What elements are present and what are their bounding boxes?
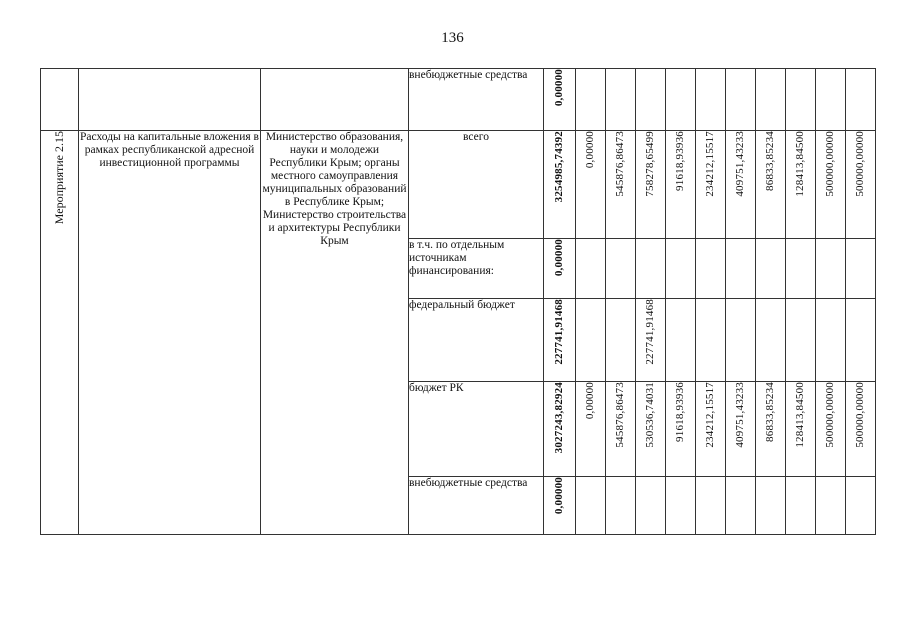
amount-value: 500000,00000 [854,382,866,448]
source-cell: бюджет РК [409,382,544,477]
value-cell [576,69,606,131]
amount-value: 0,00000 [584,382,596,420]
executor-cell-empty [261,69,409,131]
value-cell [846,239,876,299]
value-cell [606,299,636,382]
amount-value: 409751,43233 [734,131,746,197]
page-number: 136 [441,30,464,46]
value-cell [786,382,816,477]
amount-value: 86833,85234 [764,382,776,442]
amount-value: 530536,74031 [644,382,656,448]
amount-value: 234212,15517 [704,131,716,197]
amount-value: 545876,86473 [614,382,626,448]
source-cell: всего [409,131,544,239]
value-cell [786,477,816,535]
value-cell [696,239,726,299]
value-cell [696,299,726,382]
name-cell-empty [79,69,261,131]
value-cell [846,299,876,382]
value-cell [666,131,696,239]
total-cell [544,382,576,477]
amount-value: 545876,86473 [614,131,626,197]
value-cell [726,299,756,382]
value-cell [636,382,666,477]
amount-value: 500000,00000 [854,131,866,197]
value-cell [636,477,666,535]
amount-value: 409751,43233 [734,382,746,448]
value-cell [666,382,696,477]
amount-value: 500000,00000 [824,131,836,197]
budget-table [40,68,876,535]
value-cell [666,299,696,382]
value-cell [696,477,726,535]
amount-value: 500000,00000 [824,382,836,448]
value-cell [636,299,666,382]
amount-value: 128413,84500 [794,131,806,197]
total-value: 0,00000 [553,239,565,277]
amount-value: 128413,84500 [794,382,806,448]
total-cell [544,69,576,131]
value-cell [756,477,786,535]
value-cell [696,382,726,477]
value-cell [726,239,756,299]
value-cell [756,382,786,477]
value-cell [576,239,606,299]
value-cell [576,477,606,535]
value-cell [786,69,816,131]
value-cell [606,131,636,239]
amount-value: 227741,91468 [644,299,656,365]
value-cell [576,131,606,239]
table-row [41,69,876,131]
value-cell [816,239,846,299]
value-cell [606,477,636,535]
value-cell [606,239,636,299]
event-cell [41,131,79,535]
value-cell [756,69,786,131]
value-cell [816,69,846,131]
value-cell [636,69,666,131]
value-cell [786,239,816,299]
value-cell [666,239,696,299]
amount-value: 86833,85234 [764,131,776,191]
executors-cell: Министерство образования, науки и молодежи Республики Крым; органы местного самоуправления муниципальных образований в Республике Крым; Министерство строительства и архитектуры Республики Крым [261,131,409,535]
total-cell [544,299,576,382]
value-cell [636,239,666,299]
value-cell [816,299,846,382]
value-cell [846,477,876,535]
value-cell [786,299,816,382]
value-cell [726,131,756,239]
source-cell: внебюджетные средства [409,69,544,131]
total-value: 3254985,74392 [553,131,565,203]
amount-value: 234212,15517 [704,382,716,448]
amount-value: 758278,65499 [644,131,656,197]
value-cell [636,131,666,239]
source-cell: внебюджетные средства [409,477,544,535]
value-cell [606,382,636,477]
value-cell [696,69,726,131]
total-value: 3027243,82924 [553,382,565,454]
amount-value: 91618,93936 [674,382,686,442]
value-cell [666,69,696,131]
total-value: 227741,91468 [553,299,565,365]
event-label: Мероприятие 2.15 [52,131,66,225]
value-cell [726,69,756,131]
value-cell [786,131,816,239]
amount-value: 0,00000 [584,131,596,169]
value-cell [756,131,786,239]
value-cell [846,69,876,131]
value-cell [816,131,846,239]
value-cell [576,382,606,477]
value-cell [816,382,846,477]
expense-name-cell: Расходы на капитальные вложения в рамках республиканской адресной инвестиционной программы [79,131,261,535]
amount-value: 91618,93936 [674,131,686,191]
value-cell [816,477,846,535]
total-cell [544,239,576,299]
value-cell [756,239,786,299]
source-cell: федеральный бюджет [409,299,544,382]
table-row [41,131,876,239]
total-value: 0,00000 [553,69,565,107]
value-cell [696,131,726,239]
total-cell [544,131,576,239]
source-cell: в т.ч. по отдельным источникам финансирования: [409,239,544,299]
value-cell [726,477,756,535]
value-cell [846,131,876,239]
value-cell [846,382,876,477]
total-cell [544,477,576,535]
value-cell [756,299,786,382]
value-cell [576,299,606,382]
value-cell [606,69,636,131]
value-cell [726,382,756,477]
total-value: 0,00000 [553,477,565,515]
event-cell-empty [41,69,79,131]
value-cell [666,477,696,535]
